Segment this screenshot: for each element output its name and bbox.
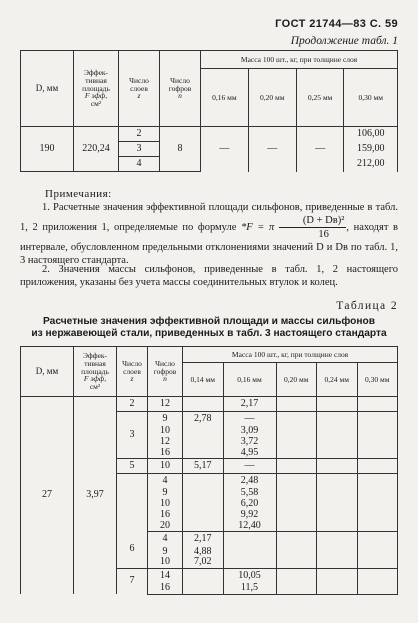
t1-m30: 106,00 bbox=[344, 127, 398, 142]
t2-m16: 3,09 bbox=[223, 426, 276, 437]
col-d-header: D, мм bbox=[21, 51, 74, 127]
t2-thick-020: 0,20 мм bbox=[276, 363, 317, 397]
t2-m30 bbox=[357, 568, 398, 583]
t2-m30 bbox=[357, 532, 398, 547]
t1-m30: 159,00 bbox=[344, 142, 398, 157]
t2-m16: 12,40 bbox=[223, 521, 276, 532]
t2-m30 bbox=[357, 557, 398, 568]
t2-thick-014: 0,14 мм bbox=[183, 363, 224, 397]
t2-m20 bbox=[276, 426, 317, 437]
notes-title: Примечания: bbox=[45, 188, 112, 200]
t1-m25: — bbox=[296, 127, 344, 172]
t2-m20 bbox=[276, 521, 317, 532]
t2-m24 bbox=[317, 397, 358, 412]
t2-m24 bbox=[317, 488, 358, 499]
col-corr-header: Число гофров n bbox=[160, 51, 201, 127]
formula-fraction: $\frac{\text{(D + Dв)²}}{16}$ bbox=[279, 214, 346, 241]
note-1: 1. Расчетные значения эффективной площади сильфонов, приведенные в табл. 1, 2 приложения 1, определяемые по формуле *F = π $\frac{\text{(D + Dв)²}}{16}$ , находят в интервале, обусловленном предельными отклонениями значений D и Dв по табл. 1, 3 настоящего стандарта. bbox=[20, 202, 399, 266]
t2-z: 6 bbox=[117, 532, 148, 569]
table-row bbox=[21, 397, 398, 412]
t2-m16: 3,72 bbox=[223, 437, 276, 448]
t2-thick-016: 0,16 мм bbox=[223, 363, 276, 397]
t2-n: 16 bbox=[148, 583, 183, 594]
t2-m16: 2,17 bbox=[223, 397, 276, 412]
t2-m24 bbox=[317, 473, 358, 488]
t2-m20 bbox=[276, 532, 317, 547]
t2-m24 bbox=[317, 510, 358, 521]
t2-n: 12 bbox=[148, 437, 183, 448]
t2-thick-024: 0,24 мм bbox=[317, 363, 358, 397]
t2-m16: 4,95 bbox=[223, 448, 276, 459]
t2-m16 bbox=[223, 557, 276, 568]
t2-m20 bbox=[276, 488, 317, 499]
t1-m30: 212,00 bbox=[344, 157, 398, 172]
t1-n: 8 bbox=[160, 127, 201, 172]
t1-m16: — bbox=[201, 127, 249, 172]
t2-m24 bbox=[317, 459, 358, 474]
t2-col-f: Эффек- тивная площадь F эфф, см² bbox=[74, 347, 117, 397]
t2-n: 16 bbox=[148, 448, 183, 459]
t2-m20 bbox=[276, 510, 317, 521]
t2-m14 bbox=[183, 568, 224, 583]
t2-n: 10 bbox=[148, 557, 183, 568]
t2-m30 bbox=[357, 521, 398, 532]
t2-n: 10 bbox=[148, 459, 183, 474]
t2-m16: 2,48 bbox=[223, 473, 276, 488]
t2-m16: 10,05 bbox=[223, 568, 276, 583]
t1-d-value: 190 bbox=[21, 127, 74, 172]
note-2: 2. Значения массы сильфонов, приведенные в табл. 1, 2 настоящего приложения, указаны без учета массы соединительных втулок и колец. bbox=[20, 264, 398, 288]
t2-m20 bbox=[276, 557, 317, 568]
col-f-header: Эффек- тивная площадь F эфф, см² bbox=[74, 51, 119, 127]
t2-m14 bbox=[183, 397, 224, 412]
t1-z: 4 bbox=[119, 157, 160, 172]
table-1 bbox=[20, 50, 398, 172]
t2-m14 bbox=[183, 499, 224, 510]
t2-m24 bbox=[317, 448, 358, 459]
thick-016: 0,16 мм bbox=[201, 69, 249, 127]
t2-m30 bbox=[357, 426, 398, 437]
t2-n: 9 bbox=[148, 546, 183, 557]
t2-m14: 2,17 bbox=[183, 532, 224, 547]
page-header: ГОСТ 21744—83 С. 59 bbox=[275, 18, 398, 30]
t2-z: 2 bbox=[117, 397, 148, 412]
t2-m14 bbox=[183, 426, 224, 437]
thick-020: 0,20 мм bbox=[248, 69, 296, 127]
t2-m20 bbox=[276, 473, 317, 488]
t2-m24 bbox=[317, 437, 358, 448]
t2-m16: — bbox=[223, 459, 276, 474]
mass-header: Масса 100 шт., кг, при толщине слоя bbox=[201, 51, 398, 69]
thick-025: 0,25 мм bbox=[296, 69, 344, 127]
t1-m20: — bbox=[248, 127, 296, 172]
t2-m20 bbox=[276, 546, 317, 557]
t2-n: 14 bbox=[148, 568, 183, 583]
t2-m30 bbox=[357, 499, 398, 510]
t2-m14 bbox=[183, 583, 224, 594]
t2-n: 10 bbox=[148, 499, 183, 510]
t2-m30 bbox=[357, 546, 398, 557]
t2-n: 12 bbox=[148, 397, 183, 412]
t2-d-value: 27 bbox=[21, 397, 74, 595]
t2-m24 bbox=[317, 532, 358, 547]
t2-m16: 6,20 bbox=[223, 499, 276, 510]
table-2-title: Расчетные значения эффективной площади и массы сильфонов из нержавеющей стали, приведенных в табл. 3 настоящего стандарта bbox=[31, 316, 387, 339]
table-2 bbox=[20, 346, 398, 595]
t1-z: 3 bbox=[119, 142, 160, 157]
t2-m24 bbox=[317, 499, 358, 510]
t2-m20 bbox=[276, 568, 317, 583]
t2-thick-030: 0,30 мм bbox=[357, 363, 398, 397]
t2-m24 bbox=[317, 568, 358, 583]
t2-m30 bbox=[357, 488, 398, 499]
t2-z bbox=[117, 473, 148, 531]
col-layers-header: Число слоев z bbox=[119, 51, 160, 127]
t2-m24 bbox=[317, 521, 358, 532]
t2-m16: 9,92 bbox=[223, 510, 276, 521]
t1-f-value: 220,24 bbox=[74, 127, 119, 172]
t2-n: 10 bbox=[148, 426, 183, 437]
t2-z: 5 bbox=[117, 459, 148, 474]
t2-n: 16 bbox=[148, 510, 183, 521]
t2-m24 bbox=[317, 546, 358, 557]
t2-n: 4 bbox=[148, 473, 183, 488]
t2-m24 bbox=[317, 557, 358, 568]
t2-m14: 4,88 bbox=[183, 546, 224, 557]
t2-m30 bbox=[357, 473, 398, 488]
thick-030: 0,30 мм bbox=[344, 69, 398, 127]
t2-m14 bbox=[183, 521, 224, 532]
t2-m24 bbox=[317, 411, 358, 426]
t1-z: 2 bbox=[119, 127, 160, 142]
t2-m14: 7,02 bbox=[183, 557, 224, 568]
t2-m14 bbox=[183, 473, 224, 488]
t2-n: 9 bbox=[148, 411, 183, 426]
t2-m24 bbox=[317, 426, 358, 437]
t2-m20 bbox=[276, 499, 317, 510]
t2-m30 bbox=[357, 510, 398, 521]
t2-m14: 2,78 bbox=[183, 411, 224, 426]
t2-m16 bbox=[223, 532, 276, 547]
t2-col-d: D, мм bbox=[21, 347, 74, 397]
t2-f-value: 3,97 bbox=[74, 397, 117, 595]
t2-m14 bbox=[183, 437, 224, 448]
t2-m24 bbox=[317, 583, 358, 594]
t2-m20 bbox=[276, 397, 317, 412]
t2-mass-header: Масса 100 шт., кг, при толщине слоя bbox=[183, 347, 398, 363]
t2-m16: 11,5 bbox=[223, 583, 276, 594]
t2-m30 bbox=[357, 583, 398, 594]
table-2-label: Таблица 2 bbox=[336, 300, 398, 312]
t2-m30 bbox=[357, 437, 398, 448]
table-continuation-label: Продолжение табл. 1 bbox=[290, 35, 398, 47]
t2-m20 bbox=[276, 583, 317, 594]
t2-m14 bbox=[183, 510, 224, 521]
t2-m14 bbox=[183, 488, 224, 499]
t2-z: 3 bbox=[117, 411, 148, 458]
t2-m16: — bbox=[223, 411, 276, 426]
t2-n: 4 bbox=[148, 532, 183, 547]
t2-m14 bbox=[183, 448, 224, 459]
t2-m20 bbox=[276, 448, 317, 459]
t2-m30 bbox=[357, 448, 398, 459]
t2-n: 20 bbox=[148, 521, 183, 532]
t2-m30 bbox=[357, 411, 398, 426]
t2-m14: 5,17 bbox=[183, 459, 224, 474]
t2-m20 bbox=[276, 411, 317, 426]
t2-m16 bbox=[223, 546, 276, 557]
t2-n: 9 bbox=[148, 488, 183, 499]
t2-col-corr: Число гофров n bbox=[148, 347, 183, 397]
t2-m16: 5,58 bbox=[223, 488, 276, 499]
t2-m20 bbox=[276, 437, 317, 448]
t2-m20 bbox=[276, 459, 317, 474]
t2-m30 bbox=[357, 397, 398, 412]
t2-m30 bbox=[357, 459, 398, 474]
t2-z: 7 bbox=[117, 568, 148, 594]
t2-col-layers: Число слоев z bbox=[117, 347, 148, 397]
